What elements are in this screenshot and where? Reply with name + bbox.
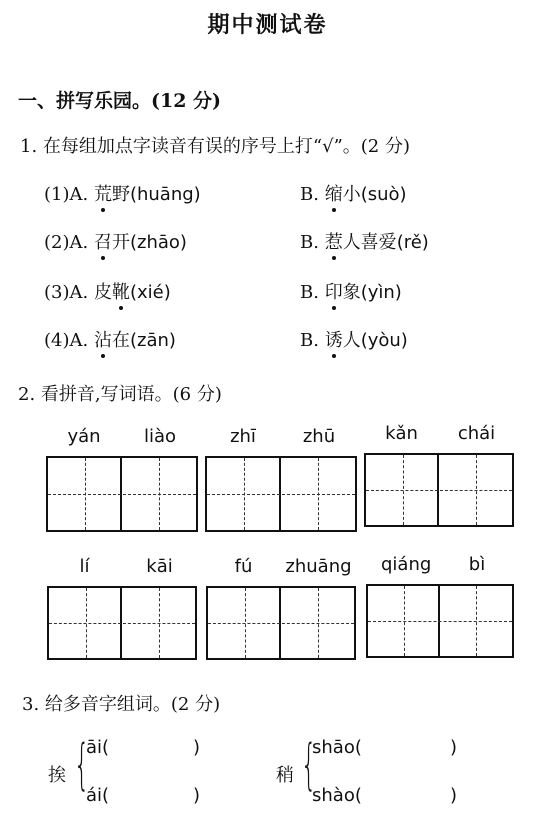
option-b-pinyin: (suò) [360,184,407,205]
pinyin-syllable: zhuāng [285,556,352,577]
option-b-pinyin: (yìn) [360,282,402,303]
option-b-pinyin: (yòu) [360,330,408,351]
question-1-row [44,180,201,206]
option-b-pinyin: (rě) [396,232,429,253]
reading-1-close: ) [450,737,458,758]
reading-1-close: ) [193,737,201,758]
pinyin-syllable: lí [79,556,90,577]
writing-grid[interactable] [364,453,514,527]
writing-grid[interactable] [205,456,357,532]
brace-icon: { [301,733,317,796]
grid-guide-line [48,494,196,495]
row-number[interactable]: (2) [44,232,70,253]
option-a-word-post: 野 [111,184,130,205]
answer-blank-2[interactable] [136,788,187,810]
option-b-label[interactable]: B. [300,330,319,351]
reading-2-close: ) [193,785,201,806]
writing-grid[interactable] [206,586,356,660]
question-1-row [44,326,176,352]
option-a-pinyin: (zān) [129,330,176,351]
question-1-row-option-b [300,180,407,206]
option-b-word-post: 小 [342,184,361,205]
pinyin-syllable: zhū [302,426,336,447]
option-b-dotted-char: 诱 [325,326,343,352]
grid-guide-line [207,494,355,495]
section-1-heading: 一、拼写乐园。(12 分) [18,90,222,112]
question-3-prompt: 3. 给多音字组词。(2 分) [22,694,221,715]
polyphone-char: 挨 [48,765,66,786]
pinyin-syllable: liào [143,426,177,447]
option-a-pinyin: (zhāo) [129,232,187,253]
option-a-pinyin: (xié) [129,282,171,303]
pinyin-syllable: bì [468,554,486,575]
option-b-word-post: 象 [342,282,361,303]
grid-guide-line [49,623,195,624]
grid-guide-line [366,490,512,491]
option-b-dotted-char: 印 [325,278,343,304]
pinyin-syllable: fú [234,556,253,577]
question-1-row [44,228,187,254]
reading-1: āi( [86,737,110,758]
option-a-label[interactable]: A. [69,330,89,351]
pinyin-syllable: chái [457,423,496,444]
answer-blank-1[interactable] [362,740,444,762]
grid-guide-line [208,623,354,624]
option-b-word-post: 人喜爱 [342,232,397,253]
option-a-dotted-char: 沾 [94,326,112,352]
option-b-label[interactable]: B. [300,232,319,253]
writing-grid[interactable] [46,456,198,532]
question-1-prompt: 1. 在每组加点字读音有误的序号上打“√”。(2 分) [20,136,410,157]
option-a-label[interactable]: A. [69,282,89,303]
row-number[interactable]: (1) [44,184,70,205]
option-a-word-post: 开 [111,232,130,253]
pinyin-syllable: yán [67,426,101,447]
polyphone-char: 稍 [276,765,294,786]
option-a-dotted-char: 靴 [112,278,130,304]
writing-grid[interactable] [47,586,197,660]
reading-2: shào( [312,785,362,806]
option-a-dotted-char: 召 [94,228,112,254]
option-a-word-post: 在 [111,330,130,351]
question-1-row-option-b [300,278,402,304]
question-1-row [44,278,171,304]
pinyin-syllable: qiáng [381,554,432,575]
row-number[interactable]: (3) [44,282,70,303]
option-a-pinyin: (huāng) [129,184,201,205]
option-a-dotted-char: 荒 [94,180,112,206]
option-a-label[interactable]: A. [69,232,89,253]
option-a-word-pre: 皮 [93,282,112,303]
pinyin-syllable: kāi [146,556,173,577]
brace-icon: { [74,733,90,796]
option-a-label[interactable]: A. [69,184,89,205]
option-b-label[interactable]: B. [300,184,319,205]
option-b-dotted-char: 惹 [325,228,343,254]
question-1-row-option-b [300,326,408,352]
reading-2-close: ) [450,785,458,806]
page-title: 期中测试卷 [207,12,328,38]
reading-1: shāo( [312,737,362,758]
answer-blank-2[interactable] [362,788,444,810]
grid-guide-line [368,621,512,622]
answer-blank-1[interactable] [136,740,187,762]
question-1-row-option-b [300,228,429,254]
pinyin-syllable: kǎn [385,423,418,444]
pinyin-syllable: zhī [230,426,256,447]
writing-grid[interactable] [366,584,514,658]
option-b-word-post: 人 [342,330,361,351]
option-b-label[interactable]: B. [300,282,319,303]
question-2-prompt: 2. 看拼音,写词语。(6 分) [18,384,222,405]
reading-2: ái( [86,785,110,806]
row-number[interactable]: (4) [44,330,70,351]
option-b-dotted-char: 缩 [325,180,343,206]
